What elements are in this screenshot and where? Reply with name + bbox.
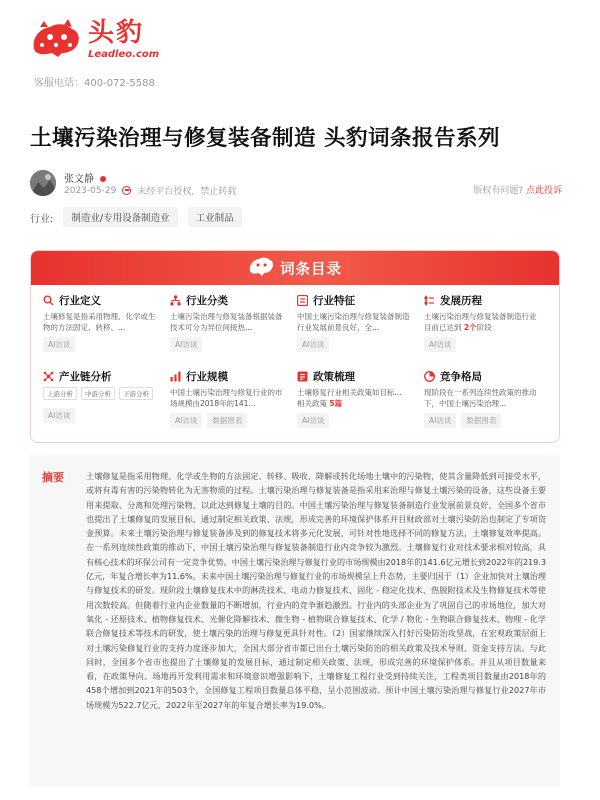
industry-tag[interactable]: 工业制品 bbox=[188, 207, 242, 227]
author-meta bbox=[64, 184, 236, 197]
brand-logo[interactable] bbox=[30, 18, 570, 60]
industry-label: 行业: bbox=[30, 213, 54, 225]
table-of-contents bbox=[30, 250, 560, 443]
leopard-logo-icon bbox=[30, 19, 82, 59]
toc-item-title: 发展历程 bbox=[440, 295, 482, 307]
ai-interview-tag[interactable]: AI访谈 bbox=[43, 337, 75, 352]
policy-icon bbox=[297, 371, 308, 382]
toc-item-desc: 中国土壤污染治理与修复行业的市场规模由2018年的141... bbox=[170, 388, 283, 408]
toc-item-title: 政策梳理 bbox=[313, 371, 355, 383]
ai-interview-tag[interactable]: AI访谈 bbox=[170, 337, 202, 352]
upstream-tag[interactable]: 上游分析 bbox=[43, 387, 77, 400]
ai-interview-tag[interactable]: AI访谈 bbox=[170, 413, 202, 428]
complaint-link[interactable]: 点此投诉 bbox=[525, 186, 562, 196]
data-chart-tag[interactable]: 数据图表 bbox=[461, 413, 501, 428]
ai-interview-tag[interactable]: AI访谈 bbox=[424, 337, 456, 352]
toc-item-desc-line: 土壤修复行业相关政策如目标... bbox=[297, 388, 402, 397]
toc-item-history[interactable] bbox=[424, 293, 551, 361]
industry-tag[interactable]: 制造业/专用设备制造业 bbox=[63, 207, 177, 227]
toc-item-desc-line: 土壤污染治理与修复装备制造行业 bbox=[424, 312, 537, 321]
competition-icon bbox=[424, 371, 435, 382]
toc-item-desc: 现阶段在一系列连续性政策的推动下，中国土壤污染治理... bbox=[424, 388, 537, 408]
midstream-tag[interactable]: 中游分析 bbox=[81, 387, 115, 400]
leopard-head-icon bbox=[248, 255, 274, 281]
author-row bbox=[30, 167, 570, 197]
data-chart-tag[interactable]: 数据图表 bbox=[207, 413, 247, 428]
abstract-label: 摘要 bbox=[42, 471, 64, 484]
publish-date: 2023-05-29 bbox=[64, 185, 117, 196]
brand-name-cn: 头豹 bbox=[88, 18, 145, 48]
author-name-text: 张文静 bbox=[64, 174, 94, 185]
toc-grid bbox=[43, 293, 553, 437]
ai-interview-tag[interactable]: AI访谈 bbox=[297, 337, 329, 352]
toc-item-policy[interactable] bbox=[297, 369, 424, 437]
toc-item-title: 行业规模 bbox=[186, 371, 228, 383]
toc-item-definition[interactable] bbox=[43, 293, 170, 361]
ai-interview-tag[interactable]: AI访谈 bbox=[424, 413, 456, 428]
policy-count: 5篇 bbox=[329, 399, 343, 408]
toc-item-title: 产业链分析 bbox=[59, 371, 112, 383]
scale-icon bbox=[170, 371, 181, 382]
author-badge-icon bbox=[100, 176, 106, 182]
chain-subtags bbox=[43, 387, 160, 400]
toc-header bbox=[31, 251, 559, 285]
toc-item-title: 行业定义 bbox=[59, 295, 101, 307]
toc-item-policy-line: 相关政策 5篇 bbox=[297, 399, 343, 408]
avatar[interactable] bbox=[30, 170, 56, 196]
ai-interview-tag[interactable]: AI访谈 bbox=[297, 413, 329, 428]
toc-item-title: 竞争格局 bbox=[440, 371, 482, 383]
toc-item-chain[interactable] bbox=[43, 369, 170, 437]
toc-item-scale[interactable] bbox=[170, 369, 297, 437]
chain-icon bbox=[43, 371, 54, 382]
toc-item-desc bbox=[297, 387, 414, 409]
classification-icon bbox=[170, 295, 181, 306]
repost-notice: 未经平台授权，禁止转载 bbox=[137, 187, 237, 197]
industry-tags bbox=[30, 207, 242, 227]
stage-count: 2个 bbox=[463, 323, 477, 332]
toc-item-title: 行业分类 bbox=[186, 295, 228, 307]
downstream-tag[interactable]: 下游分析 bbox=[119, 387, 153, 400]
toc-title: 词条目录 bbox=[280, 261, 342, 278]
toc-item-desc: 土壤污染治理与修复装备根据装备技术可分为异位间接热... bbox=[170, 312, 283, 332]
history-icon bbox=[424, 295, 435, 306]
toc-item-desc: 中国土壤污染治理与修复装备制造行业发展前景良好，全... bbox=[297, 312, 410, 332]
toc-item-classification[interactable] bbox=[170, 293, 297, 361]
complaint-prompt: 版权有问题? bbox=[473, 186, 524, 196]
ai-interview-tag[interactable]: AI访谈 bbox=[43, 408, 75, 423]
toc-item-competition[interactable] bbox=[424, 369, 551, 437]
author-name[interactable] bbox=[64, 170, 106, 185]
definition-icon bbox=[43, 295, 54, 306]
abstract-text: 土壤修复是指采用物理、化学或生物的方法固定、转移、吸收、降解或转化场地土壤中的污染物，使其含量降低到可接受水平，或将有毒有害的污染物转化为无害物质的过程。土壤污染治理与修复装备是指采用来治理与修复土壤污染的设备，这些设备主要用来提取、分离和处理污染物，以此达到修复土壤的目的。中国土壤污染治理与修复装备制造行业发展前景良好，全国多个省市也提出了土壤修复的发展目标，通过制定相关政策、法规，形成完善的环境保护体系并目财政部对土壤污染防治也制定了专项资金预算。未来土壤污染治理与修复装备涉及到的修复技术将多元化发展，可针对性地选择不同的修复方法，土壤修复效率提高。在一系列连续性政策的推动下，中国土壤污染治理与修复装备制造行业内竞争较为激烈。土壤修复行业对技术要求相对较高，具有核心技术的环保公司有一定竞争优势。中国土壤污染治理与修复行业的市场规模由2018年的141.6亿元增长到2022年的219.3亿元，年复合增长率为11.6%。未来中国土壤污染治理与修复行业的市场规模呈上升态势，主要归因于（1）企业加快对土壤治理与修复技术的研发。现阶段土壤修复技术中的淋洗技术、电动力修复技术、固化 - 稳定化技术、热脱附技术及生物修复技术等使用次数较高。但随着行业内企业数量的不断增加，行业内的竞争渐趋激烈。行业内的头部企业为了巩固自己的市场地位，加大对氧化 - 还原技术、植物修复技术、光催化降解技术、微生物 - 植物联合修复技术、化学 / 物化 - 生物联合修复技术、物理 - 化学联合修复技术等技术的研发，使土壤污染的治理与修复更具针对性。（2）国家继续深入打好污染防治攻坚战，在宏观政策层面上对土壤污染修复行业的支持力度逐步加大，全国大部分省市都已出台土壤污染防治的相关政策及技术导则、资金支持方法。与此同时，全国多个省市也提出了土壤修复的发展目标，通过制定相关政策、法规，形成完善的环境保护体系。并且从项目数量来看，在政策导向、场地再开发利用需求和环境意识增强影响下，土壤修复工程行业受到持续关注，工程类项目数量由2018年的458个增加到2021年的503个，全国修复工程项目数量总体平稳，呈小范围波动。预计中国土壤污染治理与修复行业2027年市场规模为522.7亿元，2022年至2027年的年复合增长率为19.0%。 bbox=[86, 471, 546, 710]
toc-item-desc: 土壤修复是指采用物理、化学或生物的方法固定、转移、... bbox=[43, 312, 156, 332]
site-header bbox=[30, 18, 570, 88]
toc-item-title: 行业特征 bbox=[313, 295, 355, 307]
toc-item-stage-line: 目前已达到 2个阶段 bbox=[424, 323, 492, 332]
toc-item-desc bbox=[424, 311, 541, 333]
page-title: 土壤污染治理与修复装备制造 头豹词条报告系列 bbox=[30, 126, 500, 151]
customer-hotline: 客服电话：400-072-5588 bbox=[34, 78, 155, 89]
copyright-complaint bbox=[473, 183, 562, 196]
feature-icon bbox=[297, 295, 308, 306]
brand-name-en: Leadleo.com bbox=[88, 49, 160, 60]
no-repost-icon bbox=[122, 186, 131, 195]
toc-item-feature[interactable] bbox=[297, 293, 424, 361]
abstract-section bbox=[30, 455, 560, 787]
